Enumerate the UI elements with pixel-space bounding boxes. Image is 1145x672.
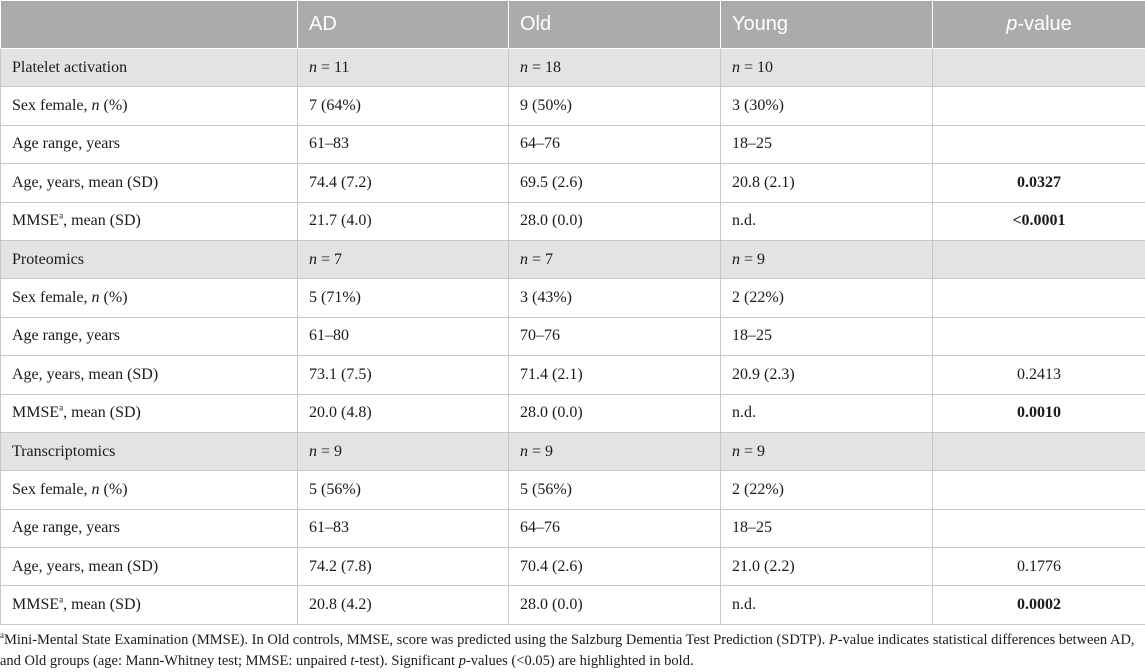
cell-ad: 7 (64%)	[298, 87, 509, 125]
header-p-italic: p	[1006, 13, 1017, 35]
table-row	[1, 356, 1145, 394]
section-n-ad: n = 11	[298, 49, 509, 87]
cell-ad: 73.1 (7.5)	[298, 356, 509, 394]
cell-p-value	[933, 87, 1145, 125]
row-label: Age, years, mean (SD)	[1, 164, 298, 202]
cell-ad: 61–80	[298, 317, 509, 355]
cell-young: n.d.	[721, 202, 933, 240]
cell-ad: 61–83	[298, 509, 509, 547]
cell-p-value: 0.1776	[933, 548, 1145, 586]
table-row	[1, 548, 1145, 586]
table-row	[1, 202, 1145, 240]
cell-old: 3 (43%)	[509, 279, 721, 317]
table-row	[1, 279, 1145, 317]
table-row	[1, 394, 1145, 432]
cell-young: 20.8 (2.1)	[721, 164, 933, 202]
section-label: Platelet activation	[1, 49, 298, 87]
row-label: Sex female, n (%)	[1, 471, 298, 509]
cell-young: 18–25	[721, 125, 933, 163]
header-p-value	[933, 1, 1145, 49]
row-label: Age, years, mean (SD)	[1, 548, 298, 586]
row-label: MMSE$^a$, mean (SD)	[1, 586, 298, 624]
table-header	[1, 1, 1145, 49]
section-n-ad: n = 7	[298, 240, 509, 278]
cell-young: 21.0 (2.2)	[721, 548, 933, 586]
cell-old: 5 (56%)	[509, 471, 721, 509]
section-n-young: n = 9	[721, 240, 933, 278]
row-label: Age range, years	[1, 317, 298, 355]
cell-ad: 5 (56%)	[298, 471, 509, 509]
section-p-empty	[933, 49, 1145, 87]
cell-ad: 20.8 (4.2)	[298, 586, 509, 624]
table-footnote	[0, 630, 1145, 672]
cell-young: 2 (22%)	[721, 471, 933, 509]
cell-ad: 74.2 (7.8)	[298, 548, 509, 586]
header-row	[1, 1, 1145, 49]
cell-p-value	[933, 471, 1145, 509]
table-row	[1, 586, 1145, 624]
cell-young: 3 (30%)	[721, 87, 933, 125]
row-label: Sex female, n (%)	[1, 87, 298, 125]
section-p-empty	[933, 432, 1145, 470]
table-row	[1, 87, 1145, 125]
row-label: Age range, years	[1, 509, 298, 547]
row-label: MMSE$^a$, mean (SD)	[1, 202, 298, 240]
cell-p-value	[933, 509, 1145, 547]
row-label: Sex female, n (%)	[1, 279, 298, 317]
header-young: Young	[721, 1, 933, 49]
cell-old: 71.4 (2.1)	[509, 356, 721, 394]
cell-young: n.d.	[721, 586, 933, 624]
cell-p-value: <0.0001	[933, 202, 1145, 240]
section-n-young: n = 10	[721, 49, 933, 87]
header-empty-cell	[1, 1, 298, 49]
section-n-old: n = 7	[509, 240, 721, 278]
cell-p-value: 0.0010	[933, 394, 1145, 432]
section-row	[1, 240, 1145, 278]
cell-young: n.d.	[721, 394, 933, 432]
section-row	[1, 432, 1145, 470]
section-row	[1, 49, 1145, 87]
header-ad: AD	[298, 1, 509, 49]
cell-old: 28.0 (0.0)	[509, 202, 721, 240]
cell-old: 70–76	[509, 317, 721, 355]
cell-p-value: 0.0327	[933, 164, 1145, 202]
cell-young: 18–25	[721, 509, 933, 547]
row-label: Age, years, mean (SD)	[1, 356, 298, 394]
cell-ad: 5 (71%)	[298, 279, 509, 317]
section-p-empty	[933, 240, 1145, 278]
cell-ad: 74.4 (7.2)	[298, 164, 509, 202]
cell-young: 18–25	[721, 317, 933, 355]
table-row	[1, 164, 1145, 202]
section-n-ad: n = 9	[298, 432, 509, 470]
cell-old: 9 (50%)	[509, 87, 721, 125]
cell-p-value	[933, 317, 1145, 355]
section-label: Transcriptomics	[1, 432, 298, 470]
cell-p-value	[933, 125, 1145, 163]
cell-old: 28.0 (0.0)	[509, 586, 721, 624]
cell-old: 70.4 (2.6)	[509, 548, 721, 586]
cell-old: 64–76	[509, 125, 721, 163]
row-label: MMSE$^a$, mean (SD)	[1, 394, 298, 432]
header-p-suffix: -value	[1017, 13, 1071, 35]
table-row	[1, 471, 1145, 509]
cell-p-value: 0.0002	[933, 586, 1145, 624]
table-body	[1, 49, 1145, 625]
table-row	[1, 125, 1145, 163]
cell-old: 69.5 (2.6)	[509, 164, 721, 202]
cell-ad: 20.0 (4.8)	[298, 394, 509, 432]
table-row	[1, 509, 1145, 547]
cell-p-value: 0.2413	[933, 356, 1145, 394]
footnote-paragraph	[0, 630, 1145, 672]
cell-old: 28.0 (0.0)	[509, 394, 721, 432]
row-label: Age range, years	[1, 125, 298, 163]
section-label: Proteomics	[1, 240, 298, 278]
cell-ad: 61–83	[298, 125, 509, 163]
table-row	[1, 317, 1145, 355]
cell-young: 2 (22%)	[721, 279, 933, 317]
cell-young: 20.9 (2.3)	[721, 356, 933, 394]
section-n-old: n = 9	[509, 432, 721, 470]
cell-ad: 21.7 (4.0)	[298, 202, 509, 240]
footnote-text: Mini-Mental State Examination (MMSE). In Old controls, MMSE, score was predicted using the Salzburg Dementia Test Prediction (SDTP). P-value indicates statistical differences between AD, and Old groups (age: Mann-Whitney test; MMSE: unpaired t-test). Significant p-values (<0.05) are highlighted in bold.	[0, 632, 1135, 669]
cell-old: 64–76	[509, 509, 721, 547]
section-n-old: n = 18	[509, 49, 721, 87]
header-old: Old	[509, 1, 721, 49]
cell-p-value	[933, 279, 1145, 317]
footnote-marker: a	[0, 630, 4, 640]
section-n-young: n = 9	[721, 432, 933, 470]
